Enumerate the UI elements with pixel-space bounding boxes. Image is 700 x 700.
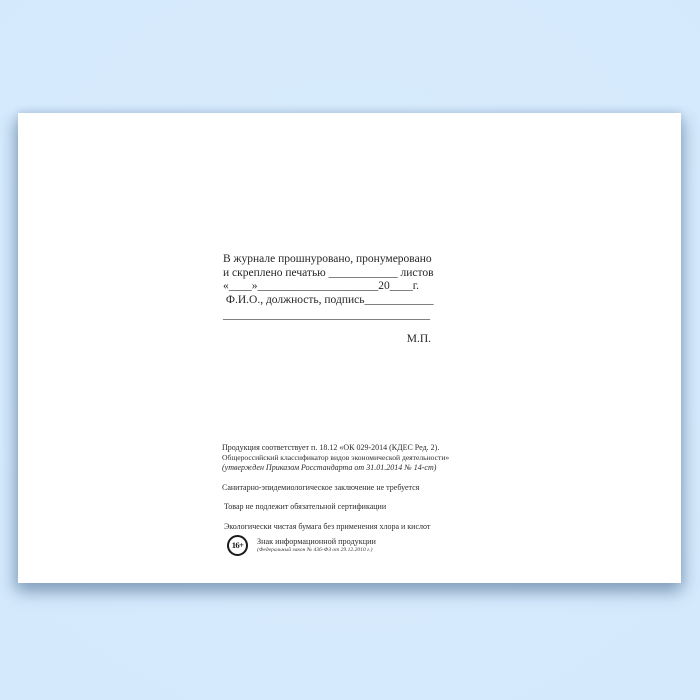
signature-rule-line: ____________________________________: [223, 309, 430, 322]
classifier-line-3: (утвержден Приказом Росстандарта от 31.01.2014 № 14-ст): [222, 463, 437, 472]
classifier-line-1: Продукция соответствует п. 18.12 «ОК 029-2014 (КДЕС Ред. 2).: [222, 443, 440, 452]
stitch-line-sealed-sheets: и скреплено печатью ____________ листов: [223, 266, 434, 279]
stitch-line-numbered: В журнале прошнуровано, пронумеровано: [223, 253, 432, 265]
age-rating-text: [257, 535, 376, 554]
age-16-badge-icon: 16+: [227, 535, 248, 556]
sanitary-note: Санитарно-эпидемиологическое заключение не требуется: [222, 482, 420, 492]
certification-note: Товар не подлежит обязательной сертификации: [224, 502, 387, 511]
stitch-line-name-position-signature: Ф.И.О., должность, подпись____________: [223, 293, 434, 306]
eco-note: Экологически чистая бумага без применения хлора и кислот: [224, 521, 431, 531]
product-info-block: [222, 443, 449, 556]
stitch-record-block: [223, 253, 433, 347]
stitch-line-date: «____»_____________________20____г.: [223, 280, 420, 293]
stamp-placeholder: М.П.: [406, 332, 431, 345]
classifier-line-2: Общероссийский классификатор видов экономической деятельности»: [222, 453, 450, 462]
age-rating-law-note: (Федеральный закон № 436-ФЗ от 29.12.2010 г.): [257, 546, 373, 553]
age-rating-row: [222, 535, 449, 556]
paper-sheet: [18, 113, 681, 583]
age-rating-label: Знак информационной продукции: [257, 536, 376, 546]
